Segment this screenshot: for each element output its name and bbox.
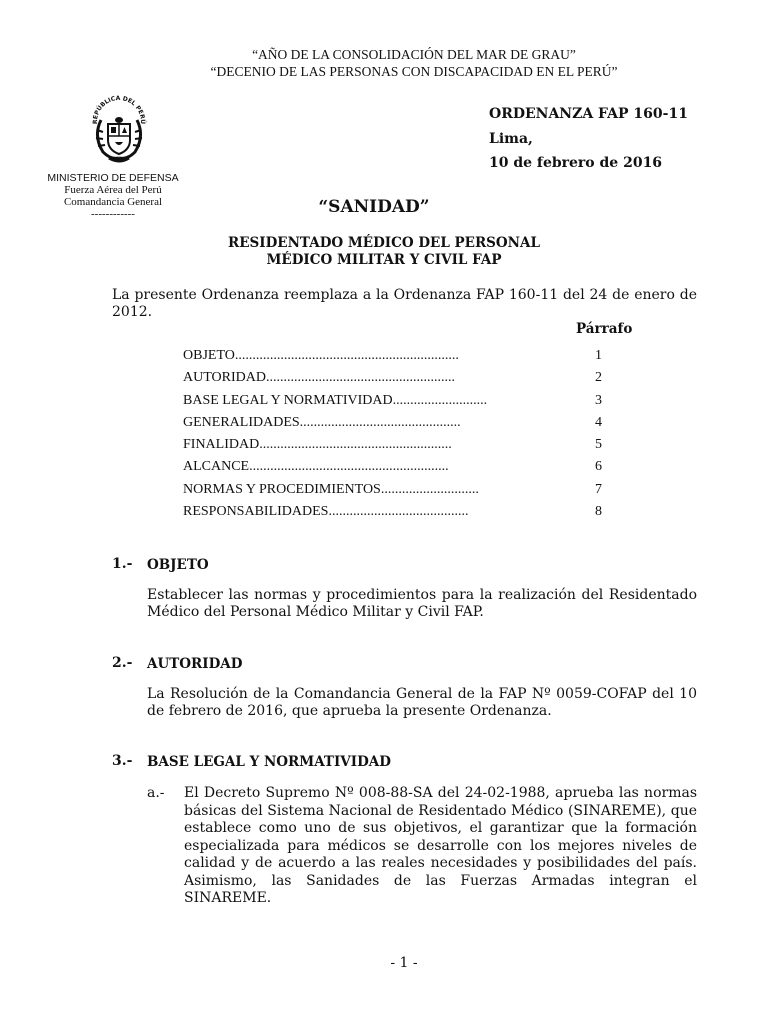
ordinance-code: ORDENANZA FAP 160-11 xyxy=(489,106,688,122)
toc-label: NORMAS Y PROCEDIMIENTOS............................ xyxy=(183,481,479,497)
toc-label: FINALIDAD....................................................... xyxy=(183,437,452,453)
section-2-title: AUTORIDAD xyxy=(147,656,243,672)
air-force-name: Fuerza Aérea del Perú xyxy=(64,184,162,196)
toc-heading: Párrafo xyxy=(576,321,633,337)
toc-row xyxy=(183,437,608,459)
toc-number: 4 xyxy=(595,414,602,430)
ministry-name: MINISTERIO DE DEFENSA xyxy=(47,172,179,184)
toc-row xyxy=(183,482,608,504)
toc-row xyxy=(183,370,608,392)
toc-label: BASE LEGAL Y NORMATIVIDAD........................... xyxy=(183,392,488,408)
command-name: Comandancia General xyxy=(63,196,163,208)
toc-row xyxy=(183,348,608,370)
motto-line-1: “AÑO DE LA CONSOLIDACIÓN DEL MAR DE GRAU” xyxy=(252,47,576,62)
toc-label: RESPONSABILIDADES........................................ xyxy=(183,504,469,520)
toc-number: 5 xyxy=(595,437,602,453)
toc-label: GENERALIDADES.............................................. xyxy=(183,414,461,430)
page-number-text: - 1 - xyxy=(390,955,418,971)
coat-of-arms-icon xyxy=(87,92,151,166)
motto-line-2: “DECENIO DE LAS PERSONAS CON DISCAPACIDAD EN EL PERÚ” xyxy=(210,64,618,79)
header-mottos xyxy=(0,46,768,80)
page-number xyxy=(0,955,768,971)
section-2-number: 2.- xyxy=(112,655,133,671)
document-title xyxy=(0,197,768,217)
section-3-title: BASE LEGAL Y NORMATIVIDAD xyxy=(147,754,391,770)
toc-label: AUTORIDAD...................................................... xyxy=(183,370,455,386)
toc-row xyxy=(183,393,608,415)
section-1-number: 1.- xyxy=(112,556,133,572)
svg-text:REPÚBLICA DEL PERÚ: REPÚBLICA DEL PERÚ xyxy=(91,94,147,125)
section-1-text: Establecer las normas y procedimientos para la realización del Residentado Médico del Personal Médico Militar y Civil FAP. xyxy=(147,587,697,620)
section-3-number: 3.- xyxy=(112,753,133,769)
toc-label: OBJETO................................................................ xyxy=(183,348,459,363)
ordinance-info xyxy=(489,102,688,176)
toc-number: 7 xyxy=(595,481,602,497)
ministry-separator: ------------ xyxy=(91,208,135,220)
document-title-text: “SANIDAD” xyxy=(318,197,430,217)
subtitle-line-1: RESIDENTADO MÉDICO DEL PERSONAL xyxy=(228,235,540,251)
toc-number: 6 xyxy=(595,459,602,475)
section-3-item-a-mark: a.- xyxy=(147,785,165,801)
section-1-title: OBJETO xyxy=(147,557,209,573)
toc-number: 8 xyxy=(595,504,602,520)
table-of-contents xyxy=(183,348,608,526)
toc-number: 3 xyxy=(595,392,602,408)
intro-paragraph: La presente Ordenanza reemplaza a la Ordenanza FAP 160-11 del 24 de enero de 2012. xyxy=(112,287,697,320)
toc-label: ALCANCE......................................................... xyxy=(183,459,449,475)
document-subtitle xyxy=(0,235,768,269)
toc-row xyxy=(183,415,608,437)
toc-row xyxy=(183,459,608,481)
section-3-item-a-text: El Decreto Supremo Nº 008-88-SA del 24-02-1988, aprueba las normas básicas del Sistema Nacional de Residentado Médico (SINAREME), que establece como uno de sus objetivos, el garantizar que la formación especializada para médicos se desarrolle con los mejores niveles de calidad y de acuerdo a las reales necesidades y posibilidades del país. Asimismo, las Sanidades de las Fuerzas Armadas integran el SINAREME. xyxy=(184,785,697,906)
toc-row xyxy=(183,504,608,526)
toc-number: 1 xyxy=(595,348,602,363)
ordinance-date: 10 de febrero de 2016 xyxy=(489,155,663,171)
ordinance-place: Lima, xyxy=(489,130,533,147)
toc-number: 2 xyxy=(595,370,602,386)
section-2-text: La Resolución de la Comandancia General de la FAP Nº 0059-COFAP del 10 de febrero de 2016, que aprueba la presente Ordenanza. xyxy=(147,686,697,719)
subtitle-line-2: MÉDICO MILITAR Y CIVIL FAP xyxy=(266,252,502,268)
